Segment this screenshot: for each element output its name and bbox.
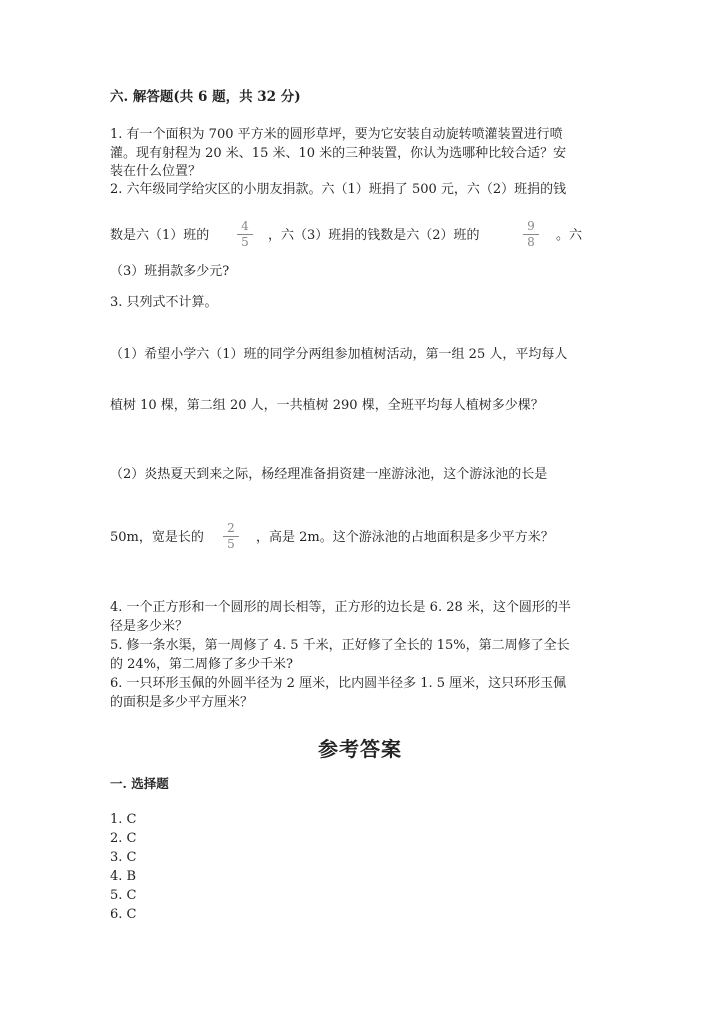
q4-line-2: 径是多少米？	[110, 619, 189, 634]
answer-item: 3. C	[110, 850, 137, 865]
q3-sub1-line-2: 植树 10 棵，第二组 20 人，一共植树 290 棵，全班平均每人植树多少棵？	[110, 398, 544, 413]
q2-part-c: 。六	[556, 228, 583, 243]
q3-fraction-numerator: 2	[227, 521, 235, 535]
q2-line-3: （3）班捐款多少元?	[110, 264, 230, 279]
q6-line-1: 6. 一只环形玉佩的外圆半径为 2 厘米，比内圆半径多 1. 5 厘米，这只环形玉佩	[110, 676, 567, 691]
answer-item: 2. C	[110, 831, 137, 846]
answer-item: 5. C	[110, 888, 137, 903]
q2-line-1: 2. 六年级同学给灾区的小朋友捐款。六（1）班捐了 500 元，六（2）班捐的钱	[110, 182, 567, 197]
answer-item: 1. C	[110, 812, 137, 827]
q5-line-1: 5. 修一条水渠，第一周修了 4. 5 千米，正好修了全长的 15%，第二周修了全长	[110, 638, 570, 653]
section-1-title: 一. 选择题	[110, 776, 169, 791]
q3-sub2-line-1: （2）炎热夏天到来之际，杨经理准备捐资建一座游泳池，这个游泳池的长是	[110, 467, 548, 482]
q2-fraction-2-numerator: 9	[527, 219, 535, 233]
q3-line-1: 3. 只列式不计算。	[110, 295, 218, 310]
answer-item: 6. C	[110, 907, 137, 922]
q2-part-a: 数是六（1）班的	[110, 228, 210, 243]
q2-fraction-1-numerator: 4	[241, 219, 249, 233]
q4-line-1: 4. 一个正方形和一个圆形的周长相等，正方形的边长是 6. 28 米，这个圆形的半	[110, 600, 571, 615]
q2-fraction-1	[237, 220, 253, 249]
q3-sub2-part-b: ，高是 2m。这个游泳池的占地面积是多少平方米？	[256, 530, 554, 545]
q3-fraction	[223, 522, 239, 551]
q2-fraction-1-denominator: 5	[241, 235, 249, 249]
q3-fraction-denominator: 5	[227, 537, 235, 551]
q2-fraction-2	[523, 220, 539, 249]
q1-line-3: 装在什么位置？	[110, 164, 202, 179]
answer-item: 4. B	[110, 869, 137, 884]
answers-title: 参考答案	[318, 737, 402, 761]
q2-part-b: ，六（3）班捐的钱数是六（2）班的	[268, 228, 480, 243]
q3-sub1-line-1: （1）希望小学六（1）班的同学分两组参加植树活动，第一组 25 人，平均每人	[110, 347, 568, 362]
section-6-title: 六. 解答题(共 6 题，共 32 分)	[110, 89, 301, 105]
q6-line-2: 的面积是多少平方厘米？	[110, 695, 254, 710]
q2-fraction-2-denominator: 8	[527, 235, 535, 249]
q3-sub2-part-a: 50m，宽是长的	[110, 530, 204, 545]
q1-line-1: 1. 有一个面积为 700 平方米的圆形草坪，要为它安装自动旋转喷灌装置进行喷	[110, 127, 563, 142]
q5-line-2: 的 24%，第二周修了多少千米?	[110, 657, 293, 672]
q1-line-2: 灌。现有射程为 20 米、15 米、10 米的三种装置，你认为选哪种比较合适？安	[110, 146, 567, 161]
